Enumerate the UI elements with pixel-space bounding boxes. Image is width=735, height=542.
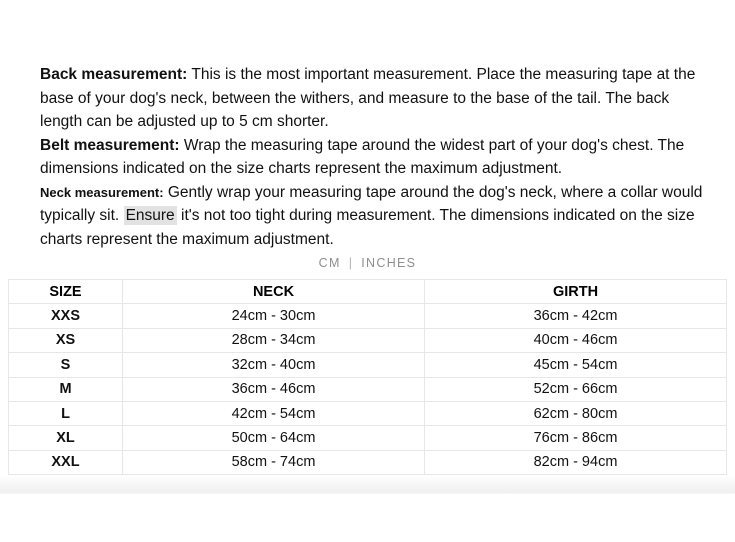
size-table-header-row bbox=[9, 280, 727, 304]
size-cell: M bbox=[9, 377, 123, 401]
girth-cell: 82cm - 94cm bbox=[425, 450, 727, 474]
unit-toggle bbox=[0, 256, 735, 270]
neck-measurement-text-before: Gently wrap your measuring tape around the dog's neck, where a collar would typically sit. bbox=[40, 183, 703, 224]
size-cell: XS bbox=[9, 328, 123, 352]
neck-measurement-label: Neck measurement: bbox=[40, 184, 164, 200]
size-cell: XXL bbox=[9, 450, 123, 474]
size-cell: XXS bbox=[9, 304, 123, 328]
unit-toggle-divider: | bbox=[348, 256, 354, 270]
size-cell: L bbox=[9, 401, 123, 425]
girth-cell: 40cm - 46cm bbox=[425, 328, 727, 352]
table-bottom-shadow bbox=[0, 477, 735, 494]
size-table-row bbox=[9, 353, 727, 377]
neck-cell: 32cm - 40cm bbox=[123, 353, 425, 377]
girth-cell: 52cm - 66cm bbox=[425, 377, 727, 401]
neck-measurement-text-after: it's not too tight during measurement. The dimensions indicated on the size charts represent the maximum adjustment. bbox=[40, 207, 695, 248]
neck-column-header: NECK bbox=[123, 280, 425, 304]
belt-measurement-paragraph bbox=[40, 134, 715, 181]
back-measurement-paragraph bbox=[40, 63, 715, 134]
back-measurement-label: Back measurement: bbox=[40, 66, 188, 83]
neck-cell: 28cm - 34cm bbox=[123, 328, 425, 352]
neck-measurement-paragraph bbox=[40, 181, 715, 252]
size-table bbox=[8, 279, 727, 475]
neck-cell: 36cm - 46cm bbox=[123, 377, 425, 401]
belt-measurement-text: Wrap the measuring tape around the widest part of your dog's chest. The dimensions indicated on the size charts represent the maximum adjustment. bbox=[40, 136, 685, 177]
size-table-row bbox=[9, 426, 727, 450]
inches-toggle[interactable]: INCHES bbox=[361, 256, 417, 270]
size-table-body bbox=[9, 304, 727, 475]
neck-cell: 58cm - 74cm bbox=[123, 450, 425, 474]
highlighted-word: Ensure bbox=[125, 207, 175, 224]
neck-cell: 24cm - 30cm bbox=[123, 304, 425, 328]
belt-measurement-label: Belt measurement: bbox=[40, 136, 180, 154]
size-cell: S bbox=[9, 353, 123, 377]
neck-cell: 50cm - 64cm bbox=[123, 426, 425, 450]
size-table-head bbox=[9, 280, 727, 304]
size-cell: XL bbox=[9, 426, 123, 450]
girth-cell: 76cm - 86cm bbox=[425, 426, 727, 450]
girth-cell: 45cm - 54cm bbox=[425, 353, 727, 377]
size-table-row bbox=[9, 450, 727, 474]
size-table-row bbox=[9, 377, 727, 401]
size-table-row bbox=[9, 328, 727, 352]
girth-cell: 36cm - 42cm bbox=[425, 304, 727, 328]
neck-cell: 42cm - 54cm bbox=[123, 401, 425, 425]
back-measurement-text: This is the most important measurement. Place the measuring tape at the base of your dog's neck, between the withers, and measure to the base of the tail. The back length can be adjusted up to 5 cm shorter. bbox=[40, 66, 696, 130]
measurement-instructions bbox=[0, 0, 735, 251]
size-table-row bbox=[9, 401, 727, 425]
size-table-row bbox=[9, 304, 727, 328]
cm-toggle[interactable]: CM bbox=[318, 256, 341, 270]
girth-cell: 62cm - 80cm bbox=[425, 401, 727, 425]
girth-column-header: GIRTH bbox=[425, 280, 727, 304]
size-column-header: SIZE bbox=[9, 280, 123, 304]
